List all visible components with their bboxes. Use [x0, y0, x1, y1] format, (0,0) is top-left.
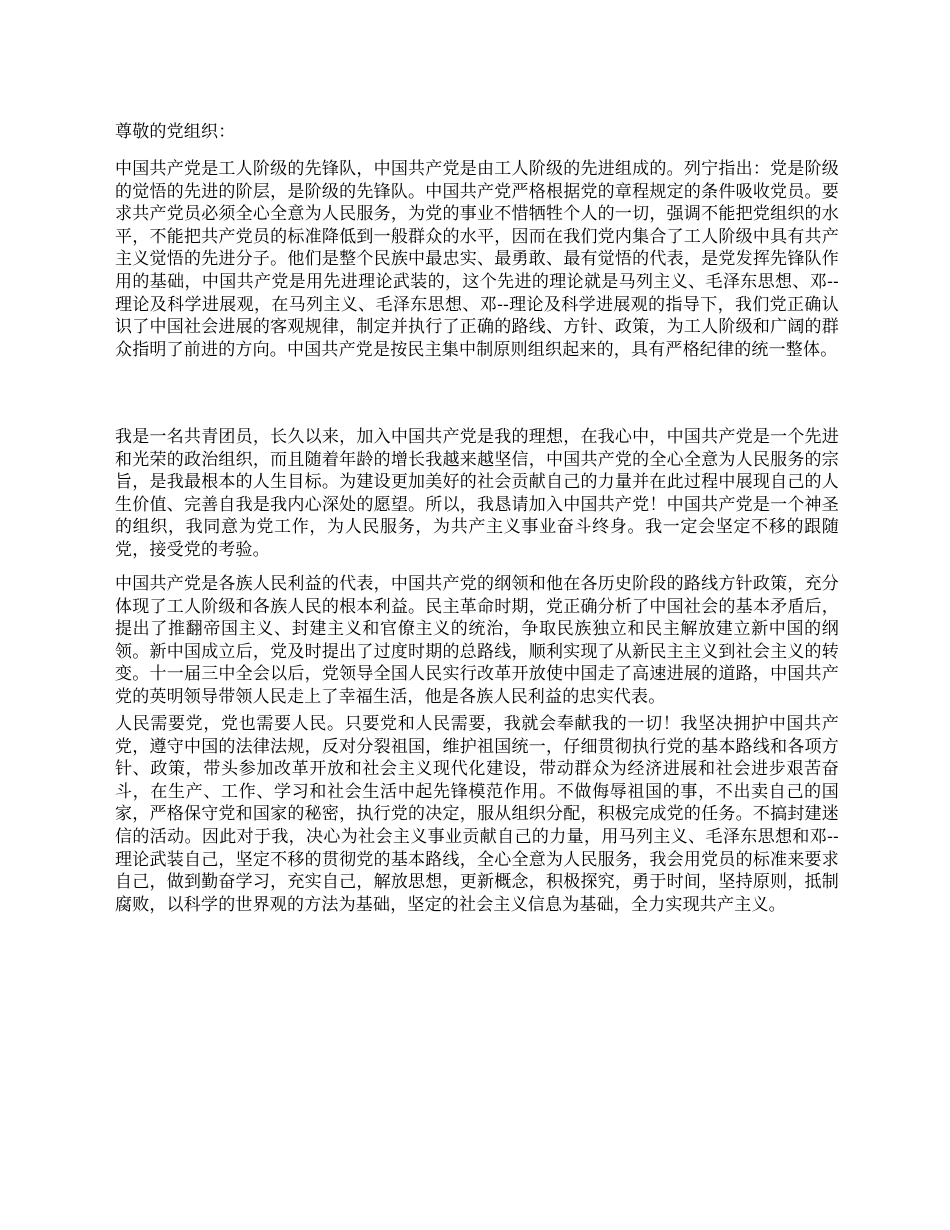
paragraph-party-history: 中国共产党是各族人民利益的代表，中国共产党的纲领和他在各历史阶段的路线方针政策，充分体现了工人阶级和各族人民的根本利益。民主革命时期，党正确分析了中国社会的基本矛盾后，提出了推翻帝国主义、封建主义和官僚主义的统治，争取民族独立和民主解放建立新中国的纲领。新中国成立后，党及时提出了过度时期的总路线，顺利实现了从新民主主义到社会主义的转变。十一届三中全会以后，党领导全国人民实行改革开放使中国走了高速进展的道路，中国共产党的英明领导带领人民走上了幸福生活，他是各族人民利益的忠实代表。	[115, 574, 839, 707]
salutation: 尊敬的党组织：	[115, 122, 236, 142]
paragraph-personal-aspiration: 我是一名共青团员，长久以来，加入中国共产党是我的理想，在我心中，中国共产党是一个先进和光荣的政治组织，而且随着年龄的增长我越来越坚信，中国共产党的全心全意为人民服务的宗旨，是我最根本的人生目标。为建设更加美好的社会贡献自己的力量并在此过程中展现自己的人生价值、完善自我是我内心深处的愿望。所以，我恳请加入中国共产党！中国共产党是一个神圣的组织，我同意为党工作，为人民服务，为共产主义事业奋斗终身。我一定会坚定不移的跟随党，接受党的考验。	[115, 427, 839, 560]
paragraph-party-nature: 中国共产党是工人阶级的先锋队，中国共产党是由工人阶级的先进组成的。列宁指出：党是阶级的觉悟的先进的阶层，是阶级的先锋队。中国共产党严格根据党的章程规定的条件吸收党员。要求共产党员必须全心全意为人民服务，为党的事业不惜牺牲个人的一切，强调不能把党组织的水平，不能把共产党员的标准降低到一般群众的水平，因而在我们党内集合了工人阶级中具有共产主义觉悟的先进分子。他们是整个民族中最忠实、最勇敢、最有觉悟的代表，是党发挥先锋队作用的基础，中国共产党是用先进理论武装的，这个先进的理论就是马列主义、毛泽东思想、邓--理论及科学进展观，在马列主义、毛泽东思想、邓--理论及科学进展观的指导下，我们党正确认识了中国社会进展的客观规律，制定并执行了正确的路线、方针、政策，为工人阶级和广阔的群众指明了前进的方向。中国共产党是按民主集中制原则组织起来的，具有严格纪律的统一整体。	[115, 159, 839, 360]
paragraph-commitment: 人民需要党，党也需要人民。只要党和人民需要，我就会奉献我的一切！我坚决拥护中国共产党，遵守中国的法律法规，反对分裂祖国，维护祖国统一，仔细贯彻执行党的基本路线和各项方针、政策，带头参加改革开放和社会主义现代化建设，带动群众为经济进展和社会进步艰苦奋斗，在生产、工作、学习和社会生活中起先锋模范作用。不做侮辱祖国的事，不出卖自己的国家，严格保守党和国家的秘密，执行党的决定，服从组织分配，积极完成党的任务。不搞封建迷信的活动。因此对于我，决心为社会主义事业贡献自己的力量，用马列主义、毛泽东思想和邓--理论武装自己，坚定不移的贯彻党的基本路线，全心全意为人民服务，我会用党员的标准来要求自己，做到勤奋学习，充实自己，解放思想，更新概念，积极探究，勇于时间，坚持原则，抵制腐败，以科学的世界观的方法为基础，坚定的社会主义信息为基础，全力实现共产主义。	[115, 714, 839, 915]
